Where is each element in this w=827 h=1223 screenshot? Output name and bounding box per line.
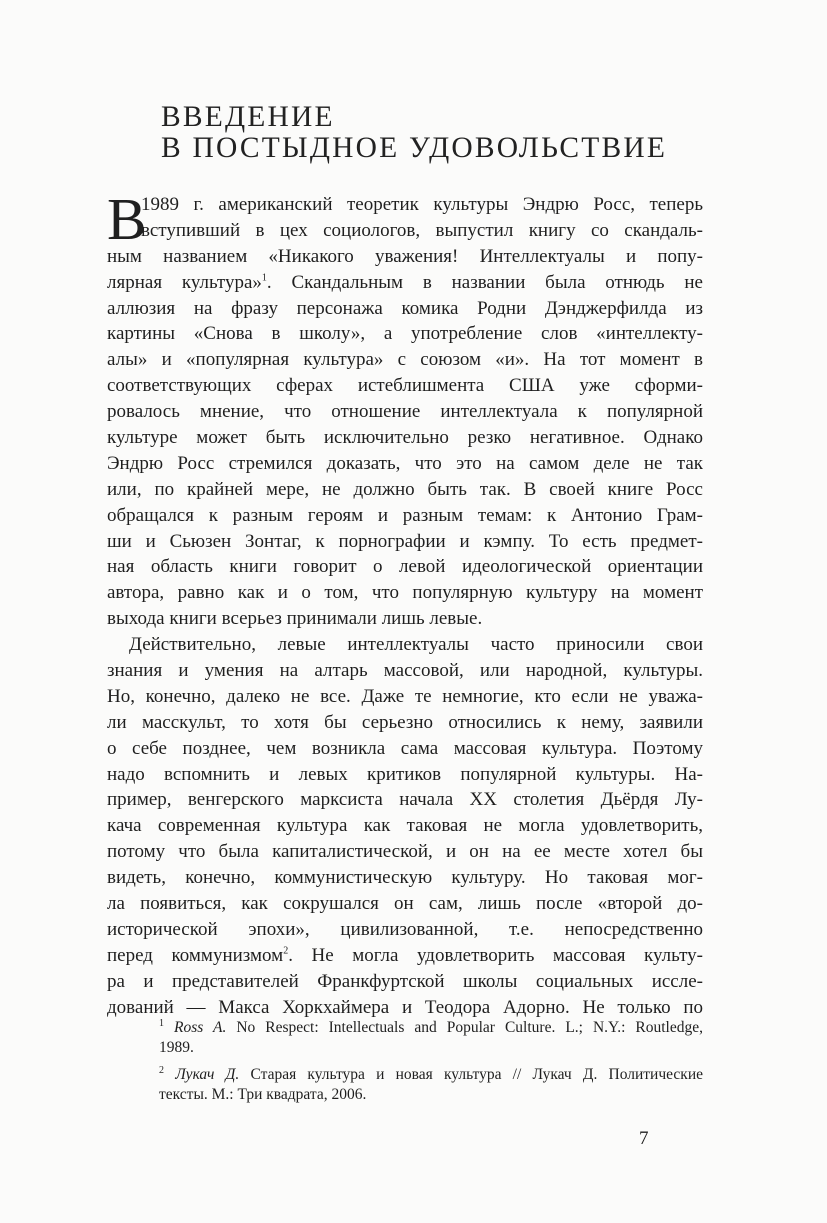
page-number: 7 [639, 1128, 649, 1149]
text-line: алы» и «популярная культура» с союзом «и». На тот момент в [107, 349, 703, 371]
footnote-mark: 2 [159, 1064, 164, 1076]
text-line: культуре может быть исключительно резко негативное. Однако [107, 427, 703, 449]
drop-cap: В [107, 186, 147, 252]
text-line: ная область книги говорит о левой идеологической ориентации [107, 556, 703, 578]
text-line-with-footnote: перед коммунизмом$^2$. Не могла удовлетворить массовая культу- [107, 944, 703, 966]
text-line: о себе позднее, чем возникла сама массовая культура. Поэтому [107, 737, 703, 759]
footnote-author: Ross A. [174, 1019, 227, 1036]
text-line: вступивший в цех социологов, выпустил книгу со скандаль- [141, 219, 703, 241]
text-line: Эндрю Росс стремился доказать, что это на самом деле не так [107, 452, 703, 474]
footnote-text: Старая культура и новая культура // Лукач Д. Политические [239, 1066, 704, 1083]
text-line: ли масскульт, то хотя бы серьезно относились к нему, заявили [107, 711, 703, 733]
text-line: Но, конечно, далеко не все. Даже те немногие, кто если не уважа- [107, 685, 703, 707]
text-line: выхода книги всерьез принимали лишь левые. [107, 608, 483, 630]
chapter-title [161, 102, 721, 164]
text-line: кача современная культура как таковая не могла удовлетворить, [107, 815, 703, 837]
footnote-ref-1[interactable]: 1 [261, 272, 267, 284]
text-line: исторической эпохи», цивилизованной, т.е. непосредственно [107, 918, 703, 940]
footnote-1 [159, 1018, 703, 1057]
chapter-title-line-2: В ПОСТЫДНОЕ УДОВОЛЬСТВИЕ [161, 132, 668, 164]
footnotes [159, 1018, 703, 1112]
text-line: автора, равно как и о том, что популярную культуру на момент [107, 582, 703, 604]
text-line: ра и представителей Франкфуртской школы социальных иссле- [107, 970, 703, 992]
footnote-mark: 1 [159, 1017, 164, 1029]
text-line: картины «Снова в школу», а употребление слов «интеллекту- [107, 323, 703, 345]
text-line: знания и умения на алтарь массовой, или народной, культуры. [107, 660, 703, 682]
text-line: ла появиться, как сокрушался он сам, лишь после «второй до- [107, 893, 703, 915]
text-line: ным названием «Никакого уважения! Интеллектуалы и попу- [107, 245, 703, 267]
text-line: Действительно, левые интеллектуалы часто приносили свои [129, 634, 703, 656]
text-line-with-footnote: лярная культура»$^1$. Скандальным в названии была отнюдь не [107, 271, 703, 293]
text-line: пример, венгерского марксиста начала XX столетия Дьёрдя Лу- [107, 789, 703, 811]
text-line: аллюзия на фразу персонажа комика Родни Дэнджерфилда из [107, 297, 703, 319]
text-line: обращался к разным героям и разным темам: к Антонио Грам- [107, 504, 703, 526]
text-line: ровалось мнение, что отношение интеллектуала к популярной [107, 401, 703, 423]
text-line: видеть, конечно, коммунистическую культуру. Но таковая мог- [107, 867, 703, 889]
text-line: дований — Макса Хоркхаймера и Теодора Адорно. Не только по [107, 996, 703, 1018]
body-text [107, 186, 703, 1021]
footnote-text: No Respect: Intellectuals and Popular Culture. L.; N.Y.: Routledge, [226, 1019, 703, 1036]
footnote-text: тексты. М.: Три квадрата, 2006. [159, 1085, 367, 1103]
text-line: потому что была капиталистической, и он на ее месте хотел бы [107, 841, 703, 863]
text-line: соответствующих сферах истеблишмента США уже сформи- [107, 375, 703, 397]
text-line: или, по крайней мере, не должно быть так. В своей книге Росс [107, 478, 703, 500]
footnote-author: Лукач Д. [175, 1066, 240, 1083]
footnote-text: 1989. [159, 1038, 194, 1056]
chapter-title-line-1: ВВЕДЕНИЕ [161, 101, 335, 133]
footnote-ref-2[interactable]: 2 [283, 945, 289, 957]
text-line: ши и Сьюзен Зонтаг, к порнографии и кэмпу. То есть предмет- [107, 530, 703, 552]
text-line: 1989 г. американский теоретик культуры Эндрю Росс, теперь [141, 194, 703, 215]
text-line: надо вспомнить и левых критиков популярной культуры. На- [107, 763, 703, 785]
footnote-2 [159, 1065, 703, 1104]
